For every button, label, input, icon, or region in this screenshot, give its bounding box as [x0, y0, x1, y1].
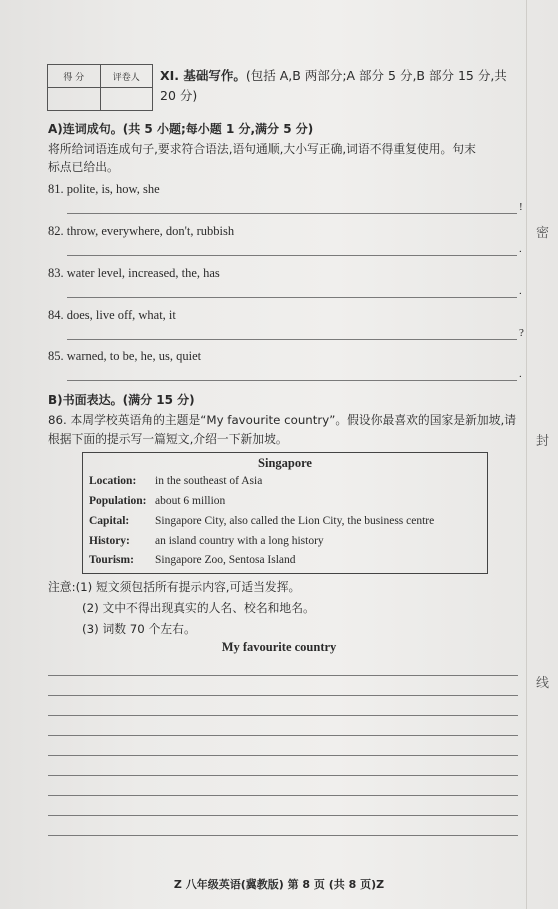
- end-mark-81: !: [519, 201, 523, 213]
- grader-cell[interactable]: [100, 88, 153, 111]
- info-row-tourism: [89, 554, 296, 566]
- grader-header: 评卷人: [100, 65, 153, 88]
- end-mark-84: ?: [519, 327, 524, 339]
- section-note-2: 20 分): [160, 88, 198, 103]
- note-1: 注意:(1) 短文须包括所有提示内容,可适当发挥。: [48, 580, 301, 594]
- info-value: in the southeast of Asia: [155, 475, 263, 487]
- essay-line[interactable]: [48, 795, 518, 796]
- essay-title: My favourite country: [221, 640, 337, 654]
- info-value: Singapore Zoo, Sentosa Island: [155, 554, 296, 566]
- part-a-heading: A)连词成句。(共 5 小题;每小题 1 分,满分 5 分): [48, 122, 314, 136]
- question-81: 81. polite, is, how, she: [48, 182, 160, 196]
- info-label: Capital:: [89, 515, 130, 527]
- essay-line[interactable]: [48, 815, 518, 816]
- info-box-title: Singapore: [258, 456, 312, 470]
- info-value: about 6 million: [155, 495, 226, 507]
- info-label: History:: [89, 535, 130, 547]
- essay-line[interactable]: [48, 755, 518, 756]
- info-value: an island country with a long history: [155, 535, 324, 547]
- answer-line-84[interactable]: [67, 339, 517, 340]
- end-mark-83: .: [519, 285, 522, 297]
- score-header: 得 分: [48, 65, 101, 88]
- note-2: (2) 文中不得出现真实的人名、校名和地名。: [82, 601, 315, 615]
- essay-line[interactable]: [48, 715, 518, 716]
- question-83: 83. water level, increased, the, has: [48, 266, 220, 280]
- side-mark-feng: 封: [536, 434, 550, 449]
- end-mark-85: .: [519, 368, 522, 380]
- essay-line[interactable]: [48, 695, 518, 696]
- page-footer: Z 八年级英语(冀教版) 第 8 页 (共 8 页)Z: [173, 878, 385, 891]
- section-title: XI. 基础写作。: [160, 68, 246, 83]
- info-label: Population:: [89, 495, 147, 507]
- section-heading: [160, 66, 507, 84]
- answer-line-81[interactable]: [67, 213, 517, 214]
- score-table: [47, 64, 153, 111]
- essay-line[interactable]: [48, 735, 518, 736]
- part-b-heading: B)书面表达。(满分 15 分): [48, 393, 195, 407]
- part-b-prompt-2: 根据下面的提示写一篇短文,介绍一下新加坡。: [48, 432, 288, 446]
- end-mark-82: .: [519, 243, 522, 255]
- score-cell[interactable]: [48, 88, 101, 111]
- section-note-1: (包括 A,B 两部分;A 部分 5 分,B 部分 15 分,共: [245, 68, 507, 83]
- info-value: Singapore City, also called the Lion City, the business centre: [155, 515, 435, 527]
- part-a-instruction-2: 标点已给出。: [48, 160, 119, 174]
- info-label: Tourism:: [89, 554, 134, 566]
- side-mark-mi: 密: [536, 226, 550, 241]
- note-3: (3) 词数 70 个左右。: [82, 622, 196, 636]
- question-82: 82. throw, everywhere, don't, rubbish: [48, 224, 235, 238]
- answer-line-85[interactable]: [67, 380, 517, 381]
- info-row-capital: [89, 515, 434, 527]
- question-84: 84. does, live off, what, it: [48, 308, 176, 322]
- info-label: Location:: [89, 475, 137, 487]
- essay-line[interactable]: [48, 835, 518, 836]
- question-85: 85. warned, to be, he, us, quiet: [48, 349, 202, 363]
- essay-line[interactable]: [48, 675, 518, 676]
- part-b-prompt-1: 86. 本周学校英语角的主题是“My favourite country”。假设你最喜欢的国家是新加坡,请: [48, 413, 517, 427]
- essay-line[interactable]: [48, 775, 518, 776]
- part-a-instruction-1: 将所给词语连成句子,要求符合语法,语句通顺,大小写正确,词语不得重复使用。句末: [48, 142, 476, 156]
- info-row-population: [89, 495, 225, 507]
- info-row-history: [89, 535, 324, 547]
- info-row-location: [89, 475, 262, 487]
- answer-line-82[interactable]: [67, 255, 517, 256]
- binding-line: [526, 0, 527, 909]
- singapore-info-box: [82, 452, 488, 574]
- side-mark-xian: 线: [536, 676, 550, 691]
- answer-line-83[interactable]: [67, 297, 517, 298]
